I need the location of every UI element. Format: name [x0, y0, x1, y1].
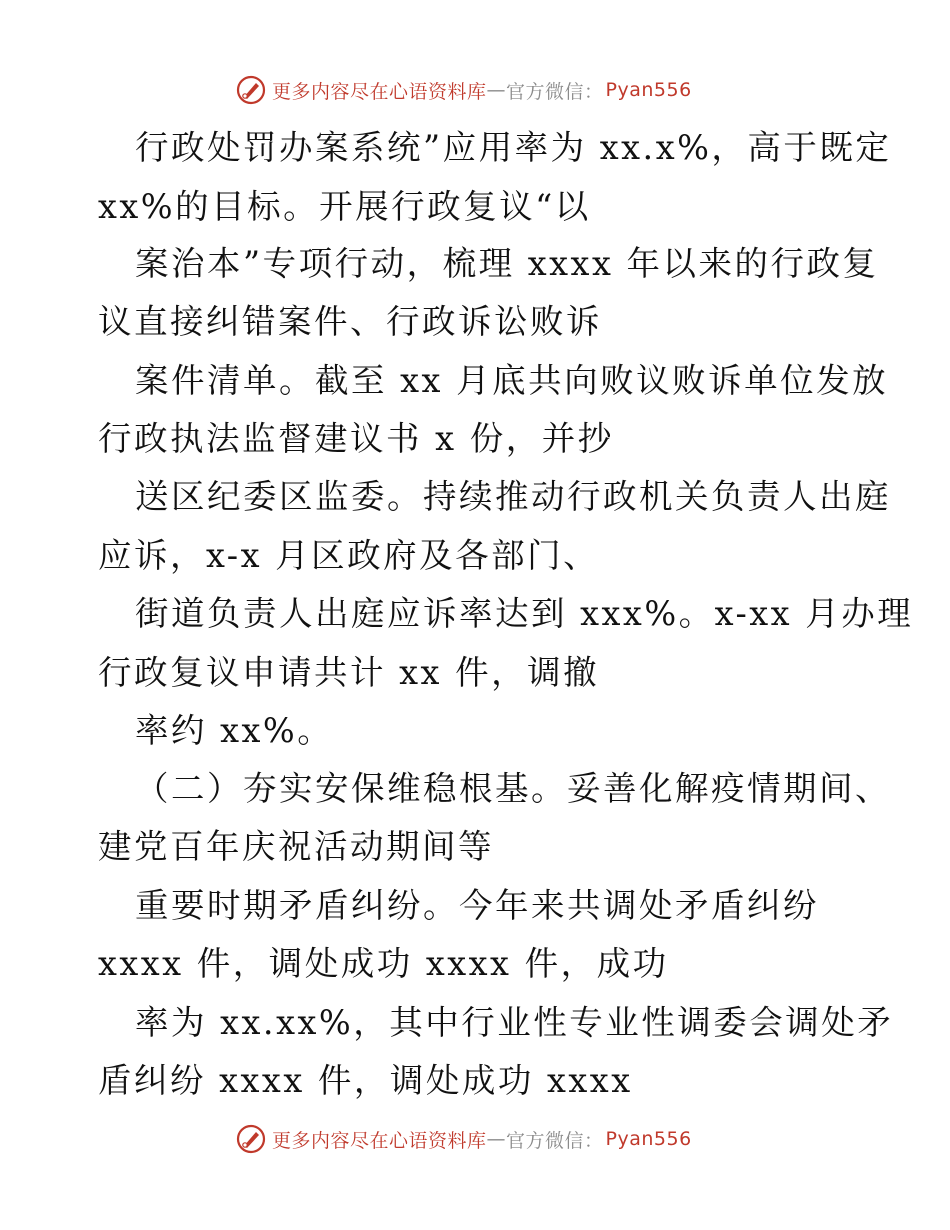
paragraph-line: xx%的目标。开展行政复议“以: [98, 187, 591, 226]
watermark-wechat-id: Pyan556: [605, 79, 692, 101]
paragraph-line: 送区纪委区监委。持续推动行政机关负责人出庭: [135, 477, 891, 516]
paragraph-line: 率约 xx%。: [135, 711, 334, 750]
watermark-header: [236, 73, 692, 107]
paragraph-line: 建党百年庆祝活动期间等: [98, 827, 494, 866]
paragraph-line: 案件清单。截至 xx 月底共向败议败诉单位发放: [135, 361, 889, 400]
paragraph-line: 街道负责人出庭应诉率达到 xxx%。x-xx 月办理: [135, 594, 914, 633]
watermark-dash: —: [486, 1128, 507, 1150]
watermark-main-text: 更多内容尽在心语资料库: [272, 1129, 487, 1152]
paragraph-line: 议直接纠错案件、行政诉讼败诉: [98, 302, 602, 341]
paragraph-line: 应诉，x-x 月区政府及各部门、: [98, 536, 600, 575]
paragraph-line: xxxx 件，调处成功 xxxx 件，成功: [98, 944, 669, 983]
paragraph-line: 行政执法监督建议书 x 份，并抄: [98, 419, 614, 458]
watermark-label: 官方微信：: [506, 80, 604, 103]
watermark-wechat-id: Pyan556: [605, 1128, 692, 1150]
watermark-main-text: 更多内容尽在心语资料库: [272, 80, 487, 103]
quill-seal-icon: [236, 75, 266, 105]
paragraph-line: 重要时期矛盾纠纷。今年来共调处矛盾纠纷: [135, 886, 819, 925]
section-heading-line: （二）夯实安保维稳根基。妥善化解疫情期间、: [135, 769, 891, 808]
paragraph-line: 率为 xx.xx%，其中行业性专业性调委会调处矛: [135, 1003, 894, 1042]
watermark-label: 官方微信：: [506, 1129, 604, 1152]
paragraph-line: 案治本”专项行动，梳理 xxxx 年以来的行政复: [135, 244, 879, 283]
paragraph-line: 盾纠纷 xxxx 件，调处成功 xxxx: [98, 1061, 633, 1100]
quill-seal-icon: [236, 1124, 266, 1154]
paragraph-line: 行政处罚办案系统”应用率为 xx.x%，高于既定: [135, 128, 892, 167]
watermark-footer: [236, 1122, 692, 1156]
watermark-dash: —: [486, 79, 507, 101]
paragraph-line: 行政复议申请共计 xx 件，调撤: [98, 653, 600, 692]
